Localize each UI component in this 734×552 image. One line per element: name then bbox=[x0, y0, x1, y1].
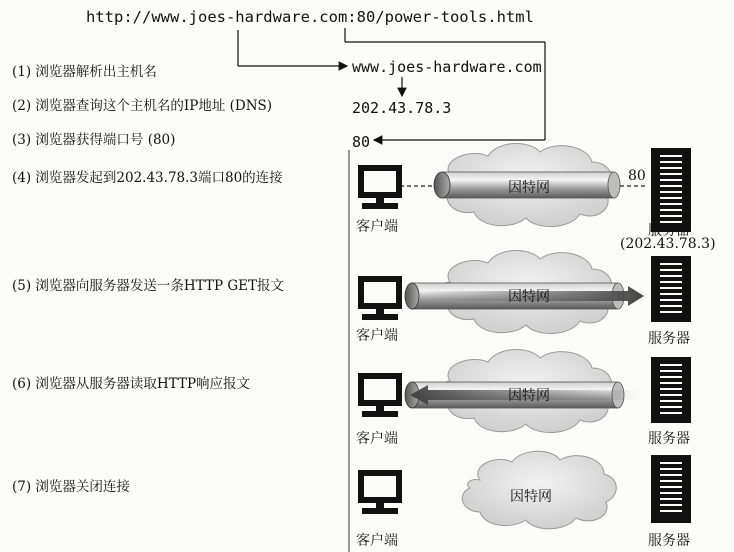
server-ip-label: (202.43.78.3) bbox=[620, 236, 716, 252]
client-computer-icon bbox=[358, 373, 402, 417]
hostname-text: www.joes-hardware.com bbox=[352, 58, 542, 76]
server-label: 服务器 bbox=[648, 431, 690, 447]
internet-label: 因特网 bbox=[508, 289, 550, 305]
server-icon bbox=[651, 455, 691, 523]
server-label: 服务器 bbox=[648, 331, 690, 347]
internet-label: 因特网 bbox=[508, 388, 550, 404]
port-arrow bbox=[345, 28, 545, 140]
client-computer-icon bbox=[358, 165, 402, 209]
step-3-text: (3) 浏览器获得端口号 (80) bbox=[12, 132, 176, 148]
ip-text: 202.43.78.3 bbox=[352, 99, 452, 117]
server-label: 服务器 bbox=[648, 223, 690, 239]
step-5-text: (5) 浏览器向服务器发送一条HTTP GET报文 bbox=[12, 278, 284, 294]
internet-label: 因特网 bbox=[510, 489, 552, 505]
step-6-text: (6) 浏览器从服务器读取HTTP响应报文 bbox=[12, 376, 251, 392]
server-icon bbox=[651, 256, 691, 322]
step-2-text: (2) 浏览器查询这个主机名的IP地址 (DNS) bbox=[12, 98, 273, 114]
server-port-label: 80 bbox=[628, 168, 646, 184]
client-label: 客户端 bbox=[356, 533, 398, 549]
step-4-text: (4) 浏览器发起到202.43.78.3端口80的连接 bbox=[12, 170, 283, 186]
client-label: 客户端 bbox=[356, 431, 398, 447]
client-computer-icon bbox=[358, 470, 402, 514]
client-computer-icon bbox=[358, 276, 402, 320]
client-label: 客户端 bbox=[356, 219, 398, 235]
url-text: http://www.joes-hardware.com:80/power-tools.html bbox=[86, 8, 534, 26]
step-7-text: (7) 浏览器关闭连接 bbox=[12, 479, 130, 495]
internet-label: 因特网 bbox=[508, 180, 550, 196]
port-text: 80 bbox=[352, 133, 371, 151]
server-icon bbox=[651, 357, 691, 423]
step-1-text: (1) 浏览器解析出主机名 bbox=[12, 64, 157, 80]
server-label: 服务器 bbox=[648, 533, 690, 549]
hostname-arrow bbox=[238, 30, 347, 66]
client-label: 客户端 bbox=[356, 328, 398, 344]
